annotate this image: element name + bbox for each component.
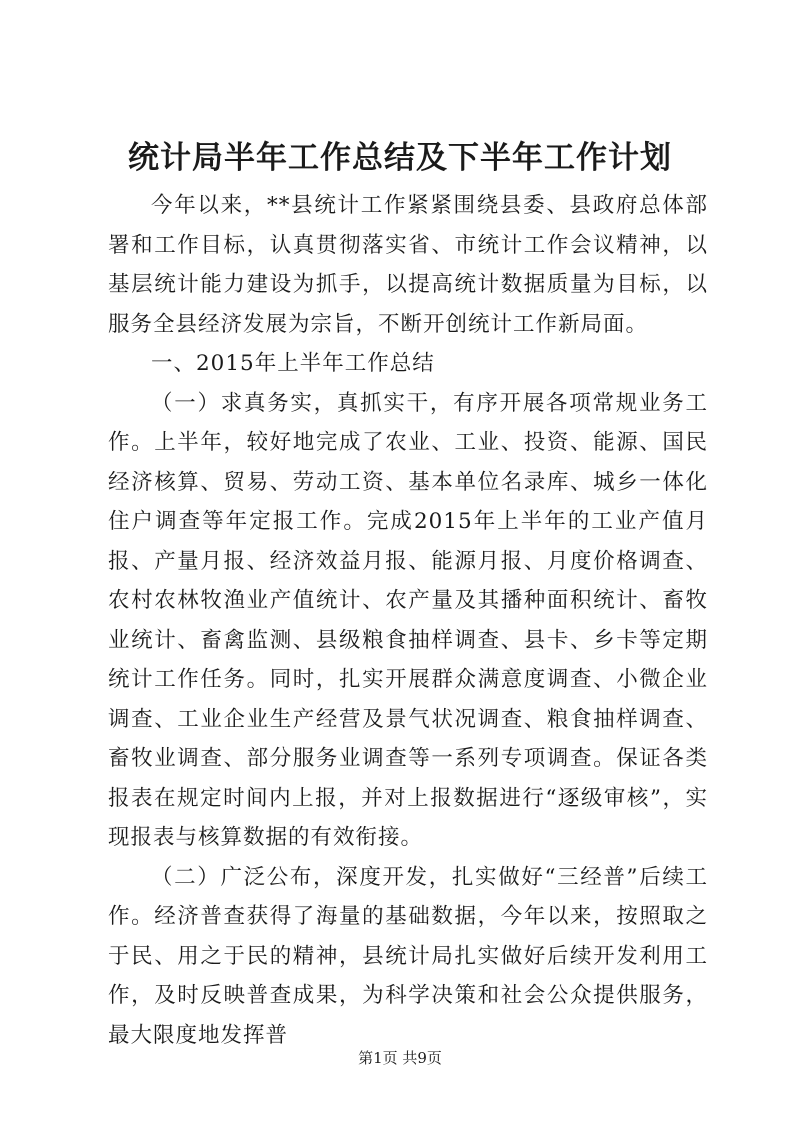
document-body: [108, 186, 708, 1055]
paragraph-intro: 今年以来，**县统计工作紧紧围绕县委、县政府总体部署和工作目标，认真贯彻落实省、市统计工作会议精神，以基层统计能力建设为抓手，以提高统计数据质量为目标，以服务全县经济发展为宗旨，不断开创统计工作新局面。: [108, 193, 708, 337]
document-title: 统计局半年工作总结及下半年工作计划: [128, 140, 672, 176]
paragraph-item-2: （二）广泛公布，深度开发，扎实做好“三经普”后续工作。经济普查获得了海量的基础数据，今年以来，按照取之于民、用之于民的精神，县统计局扎实做好后续开发利用工作，及时反映普查成果，为科学决策和社会公众提供服务，最大限度地发挥普: [108, 864, 708, 1048]
section-heading: 一、2015年上半年工作总结: [151, 351, 435, 376]
page-footer: 第1页 共9页: [358, 1049, 442, 1067]
paragraph-item-1: （一）求真务实，真抓实干，有序开展各项常规业务工作。上半年，较好地完成了农业、工业、投资、能源、国民经济核算、贸易、劳动工资、基本单位名录库、城乡一体化住户调查等年定报工作。完成2015年上半年的工业产值月报、产量月报、经济效益月报、能源月报、月度价格调查、农村农林牧渔业产值统计、农产量及其播种面积统计、畜牧业统计、畜禽监测、县级粮食抽样调查、县卡、乡卡等定期统计工作任务。同时，扎实开展群众满意度调查、小微企业调查、工业企业生产经营及景气状况调查、粮食抽样调查、畜牧业调查、部分服务业调查等一系列专项调查。保证各类报表在规定时间内上报，并对上报数据进行“逐级审核”，实现报表与核算数据的有效衔接。: [108, 390, 708, 850]
